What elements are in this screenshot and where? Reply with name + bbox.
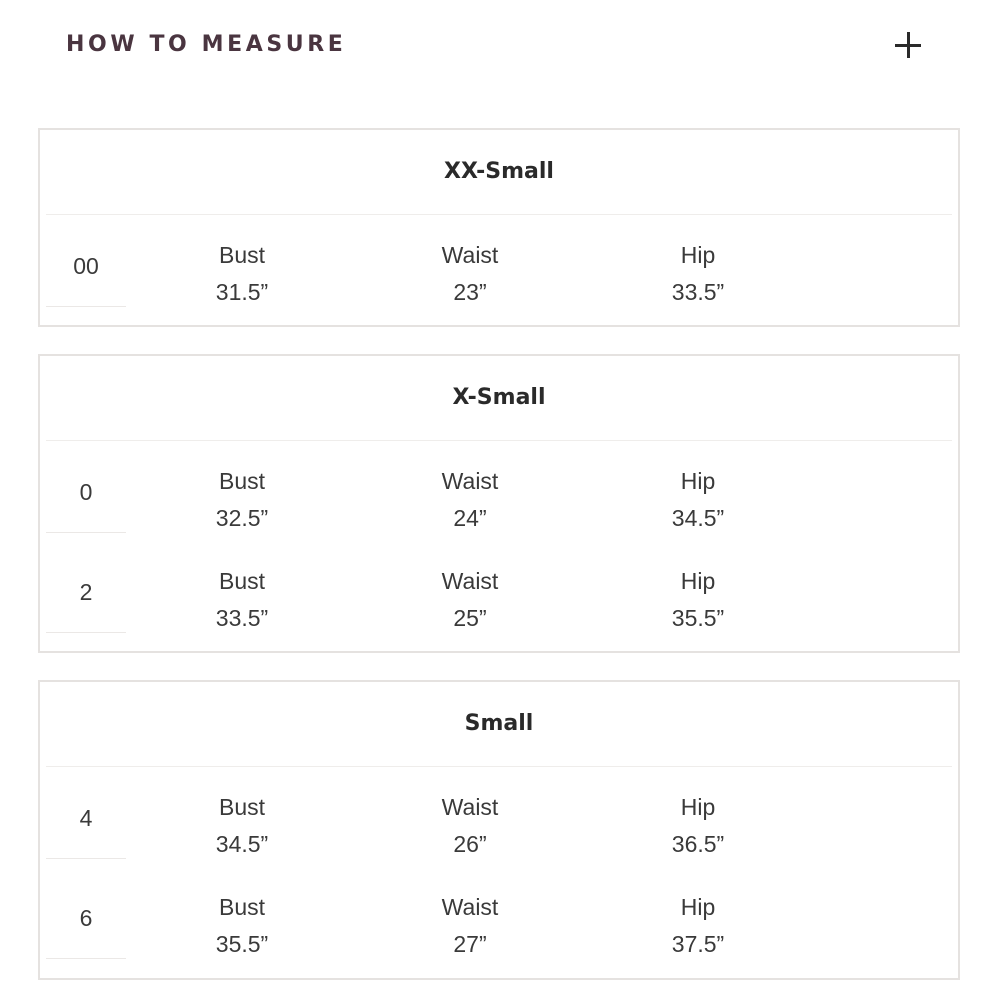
hip-measure <box>618 789 778 863</box>
bust-measure <box>162 563 322 637</box>
hip-measure <box>618 889 778 963</box>
size-cell <box>46 867 126 959</box>
waist-measure <box>390 463 550 537</box>
size-row <box>40 215 958 315</box>
size-group-small <box>38 680 960 980</box>
hip-value: 33.5” <box>671 279 725 305</box>
section-title: HOW TO MEASURE <box>66 32 347 57</box>
bust-label: Bust <box>218 794 266 820</box>
size-number: 6 <box>79 905 93 931</box>
waist-measure <box>390 789 550 863</box>
waist-value: 27” <box>453 931 487 957</box>
size-cell <box>46 541 126 633</box>
waist-label: Waist <box>441 468 499 494</box>
bust-value: 32.5” <box>215 505 269 531</box>
waist-measure <box>390 237 550 311</box>
bust-label: Bust <box>218 894 266 920</box>
group-title: XX-Small <box>46 130 952 215</box>
hip-value: 35.5” <box>671 605 725 631</box>
waist-value: 26” <box>453 831 487 857</box>
bust-label: Bust <box>218 242 266 268</box>
hip-value: 34.5” <box>671 505 725 531</box>
group-title: X-Small <box>46 356 952 441</box>
hip-label: Hip <box>680 468 716 494</box>
size-cell <box>46 215 126 307</box>
waist-label: Waist <box>441 242 499 268</box>
size-row <box>40 867 958 967</box>
hip-label: Hip <box>680 794 716 820</box>
bust-label: Bust <box>218 468 266 494</box>
bust-value: 33.5” <box>215 605 269 631</box>
group-title: Small <box>46 682 952 767</box>
waist-value: 24” <box>453 505 487 531</box>
bust-measure <box>162 463 322 537</box>
waist-value: 23” <box>453 279 487 305</box>
size-row <box>40 441 958 541</box>
bust-measure <box>162 237 322 311</box>
hip-measure <box>618 237 778 311</box>
hip-label: Hip <box>680 894 716 920</box>
waist-measure <box>390 563 550 637</box>
waist-measure <box>390 889 550 963</box>
waist-label: Waist <box>441 794 499 820</box>
hip-value: 36.5” <box>671 831 725 857</box>
size-row <box>40 767 958 867</box>
waist-value: 25” <box>453 605 487 631</box>
waist-label: Waist <box>441 894 499 920</box>
size-number: 2 <box>79 579 93 605</box>
bust-value: 34.5” <box>215 831 269 857</box>
plus-icon[interactable] <box>893 30 923 60</box>
size-group-xx-small <box>38 128 960 327</box>
size-number: 0 <box>79 479 93 505</box>
size-number: 4 <box>79 805 93 831</box>
size-cell <box>46 441 126 533</box>
bust-value: 31.5” <box>215 279 269 305</box>
how-to-measure-header[interactable] <box>0 0 1000 90</box>
bust-value: 35.5” <box>215 931 269 957</box>
hip-label: Hip <box>680 242 716 268</box>
size-row <box>40 541 958 641</box>
bust-measure <box>162 889 322 963</box>
size-group-x-small <box>38 354 960 653</box>
hip-value: 37.5” <box>671 931 725 957</box>
bust-measure <box>162 789 322 863</box>
hip-measure <box>618 463 778 537</box>
hip-label: Hip <box>680 568 716 594</box>
waist-label: Waist <box>441 568 499 594</box>
size-cell <box>46 767 126 859</box>
size-number: 00 <box>73 253 99 279</box>
bust-label: Bust <box>218 568 266 594</box>
hip-measure <box>618 563 778 637</box>
